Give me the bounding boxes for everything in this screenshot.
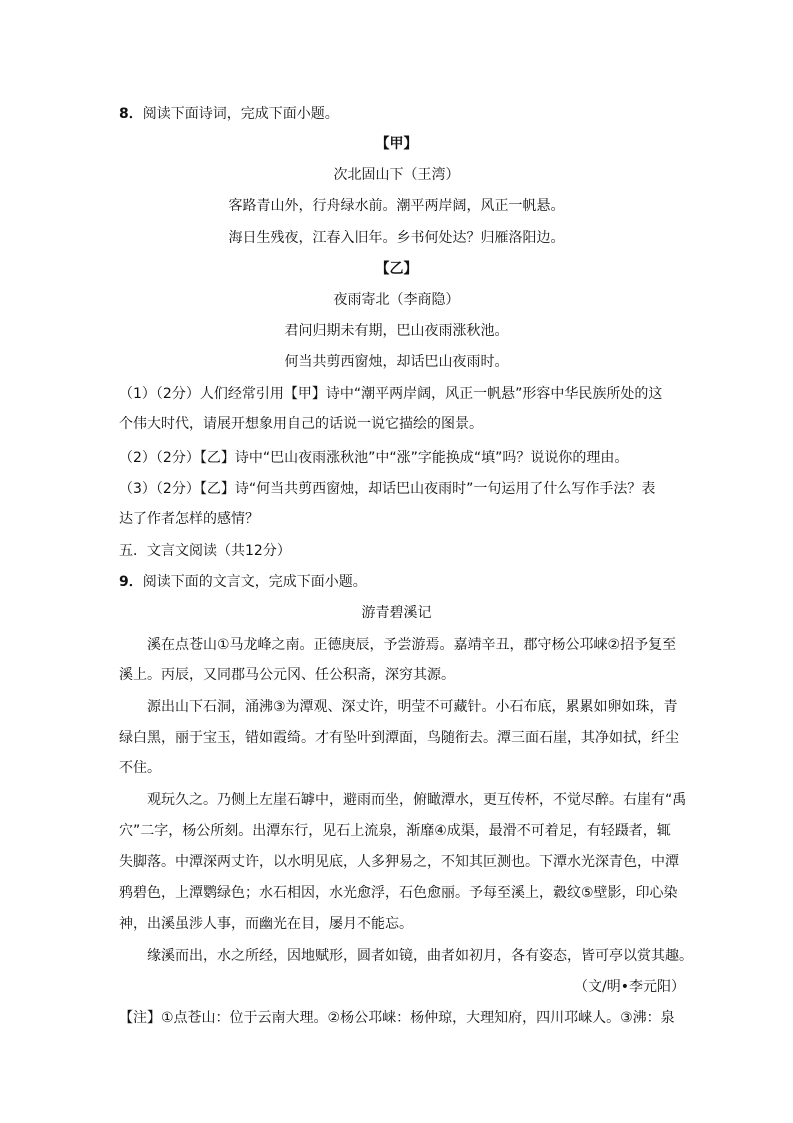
passage-author: （文/明•李元阳） — [574, 979, 685, 995]
sub-question-1-line-2: 个伟大时代，请展开想象用自己的话说一说它描绘的图景。 — [119, 416, 483, 432]
sub-question-3-line-2: 达了作者怎样的感情？ — [119, 511, 259, 527]
passage-p4-line-1: 缘溪而出，水之所经，因地赋形，圆者如镜，曲者如初月，各有姿态，皆可亭以赏其趣。 — [147, 948, 693, 964]
passage-p3-line-2: 穴”二字，杨公所刻。出潭东行，见石上流泉，渐靡④成渠，最滑不可着足，有轻蹑者，辄 — [119, 823, 671, 839]
passage-p3-line-4: 鸦碧色，上潭鹦绿色；水石相因，水光愈浮，石色愈丽。予每至溪上，縠纹⑤壁影，印心染 — [119, 885, 678, 901]
passage-p1-line-2: 溪上。丙辰，又同郡马公元冈、任公积斋，深穷其源。 — [119, 667, 455, 683]
poem-a-line-1: 客路青山外，行舟绿水前。潮平两岸阔，风正一帆悬。 — [228, 198, 565, 214]
question-8-heading — [119, 104, 339, 124]
poem-b-line-1: 君问归期未有期，巴山夜雨涨秋池。 — [284, 323, 509, 339]
question-9-prompt: 阅读下面的文言文，完成下面小题。 — [142, 574, 367, 590]
poem-a-line-2: 海日生残夜，江春入旧年。乡书何处达？归雁洛阳边。 — [228, 230, 565, 246]
passage-p2-line-3: 不住。 — [119, 760, 161, 776]
passage-p2-line-2: 绿白黑，丽于宝玉，错如霞绮。才有坠叶到潭面，鸟随衔去。潭三面石崖，其净如拭，纤尘 — [119, 730, 679, 746]
passage-notes: 【注】①点苍山：位于云南大理。②杨公邛崃：杨仲琼，大理知府，四川邛崃人。③沸：泉 — [119, 1010, 675, 1026]
poem-a-title: 次北固山下（王湾） — [333, 167, 460, 183]
passage-p3-line-1: 观玩久之。乃侧上左崖石罅中，避雨而坐，俯瞰潭水，更互传杯，不觉尽醉。右崖有“禹 — [147, 792, 687, 808]
poem-a-tag: 【甲】 — [375, 136, 418, 152]
passage-p3-line-3: 失脚落。中潭深两丈许，以水明见底，人多狎易之，不知其叵测也。下潭水光深青色，中潭 — [119, 854, 679, 870]
question-8-prompt: 阅读下面诗词，完成下面小题。 — [142, 106, 339, 122]
poem-b-line-2: 何当共剪西窗烛，却话巴山夜雨时。 — [284, 354, 509, 370]
poem-b-tag: 【乙】 — [375, 261, 418, 277]
passage-title: 游青碧溪记 — [361, 605, 432, 621]
sub-question-3-line-1: （3）（2分）【乙】诗“何当共剪西窗烛，却话巴山夜雨时”一句运用了什么写作手法？表 — [119, 481, 656, 497]
passage-p2-line-1: 源出山下石洞，涌沸③为潭观、深丈许，明莹不可藏针。小石布底，累累如卵如珠，青 — [147, 699, 678, 715]
section-5-heading: 五．文言文阅读（共12分） — [119, 543, 291, 559]
sub-question-2: （2）（2分）【乙】诗中“巴山夜雨涨秋池”中“涨”字能换成“填”吗？说说你的理由。 — [119, 450, 629, 466]
sub-question-1-line-1: （1）（2分）人们经常引用【甲】诗中“潮平两岸阔，风正一帆悬”形容中华民族所处的这 — [119, 386, 663, 402]
passage-p3-line-5: 神，出溪虽涉人事，而幽光在目，屡月不能忘。 — [119, 916, 413, 932]
poem-b-title: 夜雨寄北（李商隐） — [333, 292, 460, 308]
passage-p1-line-1: 溪在点苍山①马龙峰之南。正德庚辰，予尝游焉。嘉靖辛丑，郡守杨公邛崃②招予复至 — [147, 637, 677, 653]
question-8-number: 8． — [119, 106, 143, 122]
question-9-number: 9． — [119, 574, 143, 590]
question-9-heading — [119, 572, 367, 592]
